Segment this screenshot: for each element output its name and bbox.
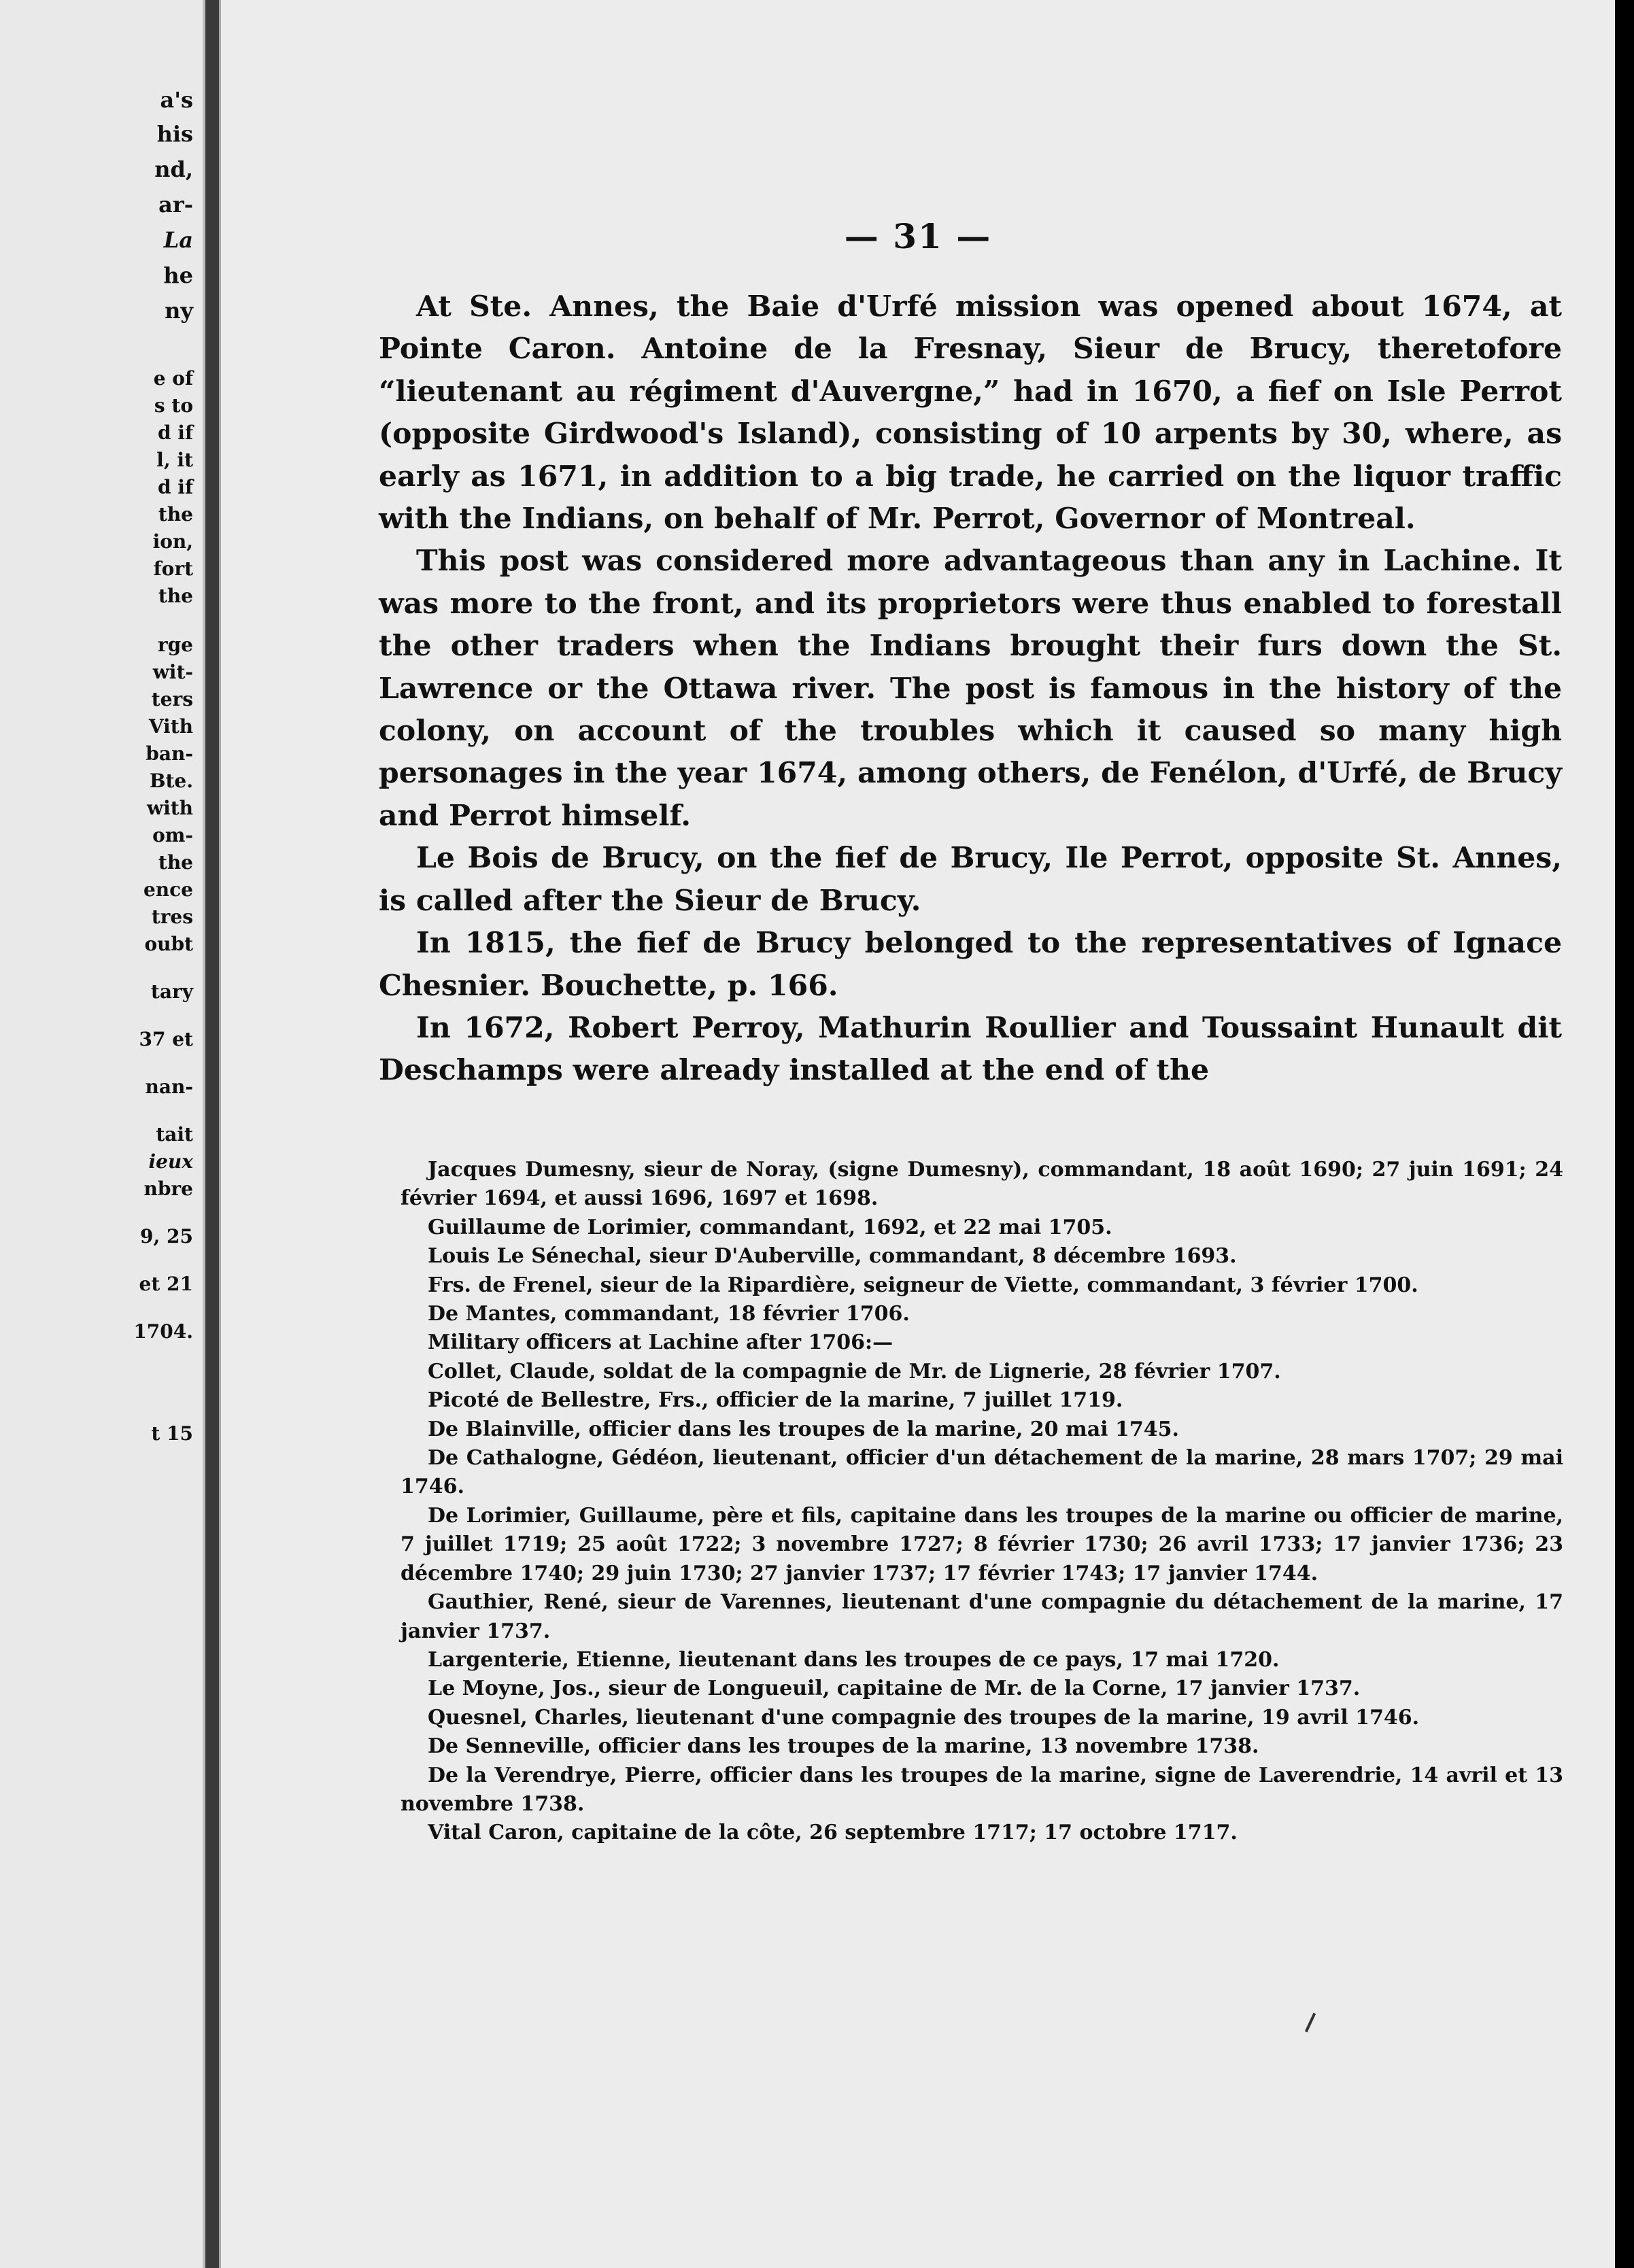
left-page-fragment: ar- [158, 192, 193, 218]
left-page-fragment: ence [143, 878, 193, 901]
left-page-fragment: nd, [154, 156, 193, 182]
left-page-fragment: a's [160, 87, 193, 113]
left-page-fragment: nbre [143, 1178, 193, 1200]
left-page-fragment: tres [151, 906, 193, 928]
left-page-fragment: et 21 [139, 1273, 193, 1295]
left-page-fragment: d if [157, 476, 193, 498]
footnotes [401, 1156, 1563, 1848]
left-page-fragment: d if [157, 422, 193, 444]
left-page-fragment: e of [153, 367, 193, 390]
body-paragraph: This post was considered more advantageous than any in Lachine. It was more to the front, and its proprietors were thus enabled to forestall the other traders when the Indians brought their furs down the St. Lawrence or the Ottawa river. The post is famous in the history of the colony, on account of the troubles which it caused so many high personages in the year 1674, among others, de Fenélon, d'Urfé, de Brucy and Perrot himself. [379, 544, 1562, 833]
left-page-fragment: s to [154, 394, 193, 417]
left-page-fragment: wit- [152, 661, 193, 683]
footnote-entry: Largenterie, Etienne, lieutenant dans les troupes de ce pays, 17 mai 1720. [428, 1647, 1280, 1672]
footnote-entry: Guillaume de Lorimier, commandant, 1692, et 22 mai 1705. [428, 1215, 1112, 1239]
pen-mark [1305, 2013, 1316, 2033]
left-page-fragment: he [163, 262, 193, 288]
left-page-fragment: his [156, 121, 193, 147]
footnote-entry: De Mantes, commandant, 18 février 1706. [428, 1302, 910, 1326]
left-page-fragment: Bte. [149, 770, 193, 792]
footnote-entry: Military officers at Lachine after 1706:— [428, 1330, 893, 1355]
footnote-entry: De Lorimier, Guillaume, père et fils, capitaine dans les troupes de la marine ou officier de marine, 7 juillet 1719; 25 août 1722; 3 novembre 1727; 8 février 1730; 26 avril 1733; 17 janvier 1736; 23 décembre 1740; 29 juin 1730; 27 janvier 1737; 17 février 1743; 17 janvier 1744. [401, 1503, 1563, 1585]
body-text [379, 286, 1562, 1092]
left-page-fragment: tait [156, 1123, 193, 1146]
left-page-fragment: 9, 25 [140, 1225, 193, 1248]
left-page-fragment: ny [165, 298, 193, 324]
left-page-fragment: l, it [156, 449, 193, 471]
left-page-fragment: t 15 [151, 1422, 193, 1445]
left-page-fragment: tary [150, 980, 193, 1003]
left-page-fragment: 37 et [139, 1028, 193, 1050]
body-paragraph: In 1672, Robert Perroy, Mathurin Roullier and Toussaint Hunault dit Deschamps were already installed at the end of the [379, 1010, 1562, 1088]
left-page-fragment: the [158, 851, 193, 874]
left-page-fragment: ters [151, 688, 193, 710]
footnote-entry: De la Verendrye, Pierre, officier dans les troupes de la marine, signe de Laverendrie, 14 avril et 13 novembre 1738. [401, 1763, 1563, 1816]
book-gutter [205, 0, 219, 2268]
footnote-entry: Collet, Claude, soldat de la compagnie de Mr. de Lignerie, 28 février 1707. [428, 1359, 1281, 1384]
left-page-fragment: nan- [145, 1076, 193, 1098]
left-page-fragment: Vith [148, 715, 193, 738]
footnote-entry: Quesnel, Charles, lieutenant d'une compagnie des troupes de la marine, 19 avril 1746. [428, 1705, 1420, 1730]
footnote-entry: Picoté de Bellestre, Frs., officier de la marine, 7 juillet 1719. [428, 1388, 1123, 1413]
footnote-entry: Louis Le Sénechal, sieur D'Auberville, commandant, 8 décembre 1693. [428, 1244, 1237, 1269]
page-number: — 31 — [844, 216, 992, 256]
left-page-fragment: ban- [146, 742, 193, 765]
body-paragraph: At Ste. Annes, the Baie d'Urfé mission was opened about 1674, at Pointe Caron. Antoine de la Fresnay, Sieur de Brucy, theretofore “lieutenant au régiment d'Auvergne,” had in 1670, a fief on Isle Perrot (opposite Girdwood's Island), consisting of 10 arpents by 30, where, as early as 1671, in addition to a big trade, he carried on the liquor traffic with the Indians, on behalf of Mr. Perrot, Governor of Montreal. [379, 290, 1562, 536]
footnote-entry: De Senneville, officier dans les troupes de la marine, 13 novembre 1738. [428, 1734, 1259, 1759]
left-page-fragment: the [158, 585, 193, 607]
body-paragraph: In 1815, the fief de Brucy belonged to the representatives of Ignace Chesnier. Bouchette, p. 166. [379, 926, 1562, 1003]
footnote-entry: De Cathalogne, Gédéon, lieutenant, officier d'un détachement de la marine, 28 mars 1707; 29 mai 1746. [401, 1446, 1563, 1499]
book-page [219, 0, 1615, 2268]
left-page-fragment: rge [157, 634, 193, 656]
left-page-fragment: the [158, 503, 193, 526]
left-page-fragment: fort [153, 557, 193, 580]
footnote-entry: Frs. de Frenel, sieur de la Ripardière, seigneur de Viette, commandant, 3 février 1700. [428, 1273, 1418, 1297]
footnote-entry: Le Moyne, Jos., sieur de Longueuil, capitaine de Mr. de la Corne, 17 janvier 1737. [428, 1677, 1361, 1701]
footnote-entry: De Blainville, officier dans les troupes de la marine, 20 mai 1745. [428, 1417, 1179, 1441]
previous-page-fragment [0, 0, 205, 2268]
left-page-fragment: ion, [152, 530, 193, 553]
body-paragraph: Le Bois de Brucy, on the fief de Brucy, Ile Perrot, opposite St. Annes, is called after the Sieur de Brucy. [379, 841, 1562, 918]
left-page-fragment: oubt [144, 933, 193, 955]
footnote-entry: Gauthier, René, sieur de Varennes, lieutenant d'une compagnie du détachement de la marine, 17 janvier 1737. [401, 1590, 1563, 1643]
left-page-fragment: La [163, 227, 193, 253]
footnote-entry: Vital Caron, capitaine de la côte, 26 septembre 1717; 17 octobre 1717. [428, 1821, 1238, 1845]
left-page-fragment: ieux [148, 1150, 193, 1173]
footnote-entry: Jacques Dumesny, sieur de Noray, (signe Dumesny), commandant, 18 août 1690; 27 juin 1691; 24 février 1694, et aussi 1696, 1697 et 1698. [401, 1158, 1563, 1211]
left-page-fragment: om- [152, 824, 193, 846]
left-page-fragment: with [146, 797, 193, 819]
left-page-fragment: 1704. [133, 1320, 193, 1343]
